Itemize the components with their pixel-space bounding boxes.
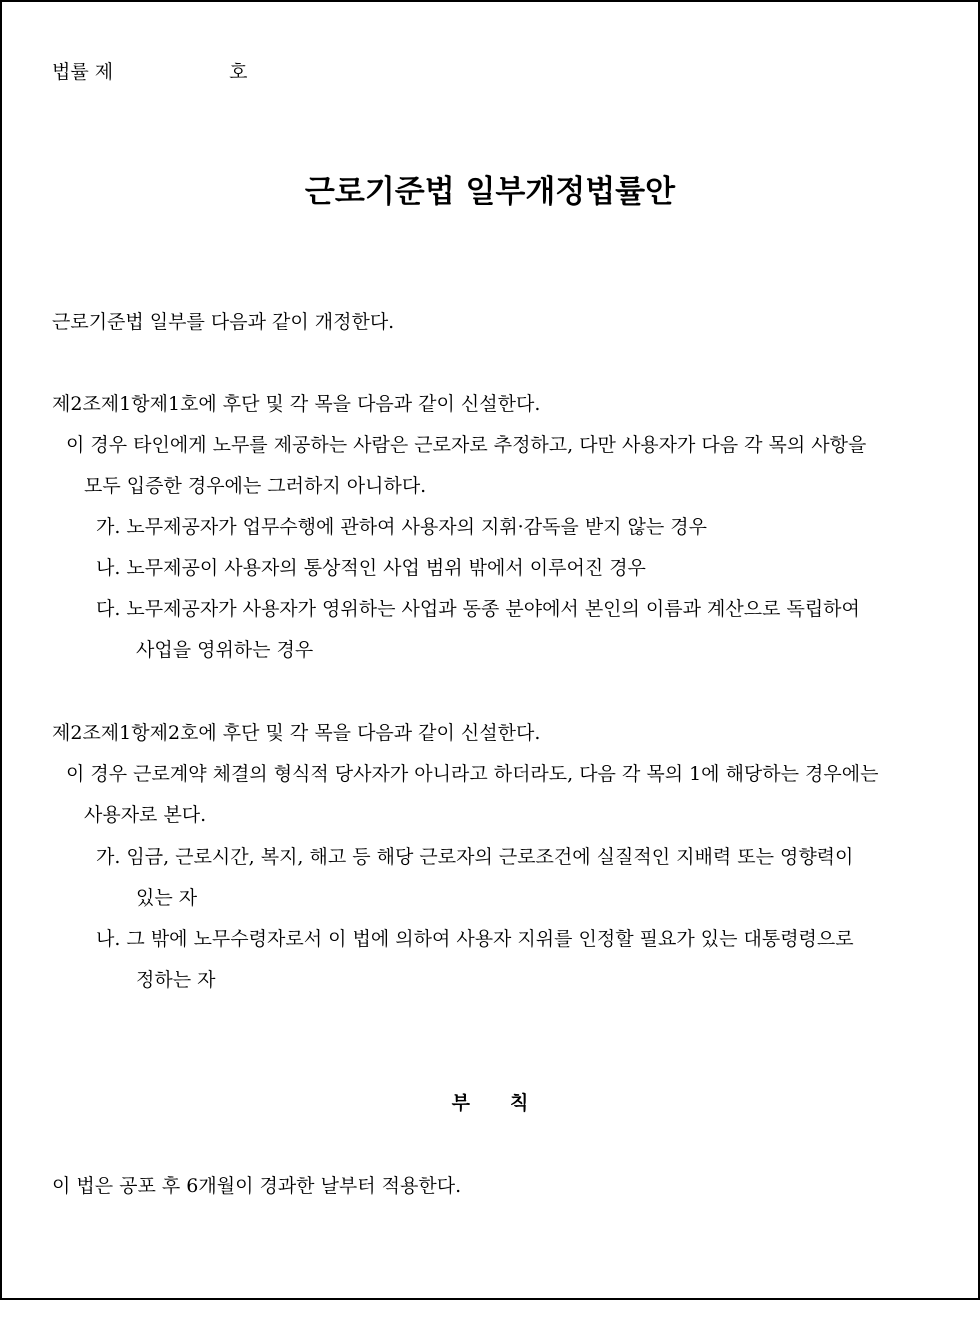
section2-item-na-cont: 정하는 자: [136, 969, 216, 991]
bill-number-prefix: 법률 제: [52, 61, 114, 83]
supplementary-heading: [2, 1091, 978, 1115]
section1-item-ga: 가. 노무제공자가 업무수행에 관하여 사용자의 지휘·감독을 받지 않는 경우: [96, 516, 708, 538]
section1-item-da-cont: 사업을 영위하는 경우: [136, 639, 314, 661]
intro-text: 근로기준법 일부를 다음과 같이 개정한다.: [52, 311, 395, 333]
supplementary-heading-2: 칙: [510, 1092, 529, 1114]
section1-item-da: 다. 노무제공자가 사용자가 영위하는 사업과 동종 분야에서 본인의 이름과 계산으로 독립하여: [96, 598, 860, 620]
document-title: 근로기준법 일부개정법률안: [304, 174, 676, 210]
section1-line2: 모두 입증한 경우에는 그러하지 아니하다.: [84, 475, 427, 497]
supplementary-text: 이 법은 공포 후 6개월이 경과한 날부터 적용한다.: [52, 1175, 462, 1197]
section2-item-ga-cont: 있는 자: [136, 887, 198, 909]
bill-number: [52, 60, 247, 84]
section2-item-na: 나. 그 밖에 노무수령자로서 이 법에 의하여 사용자 지위를 인정할 필요가 있는 대통령령으로: [96, 928, 854, 950]
supplementary-heading-1: 부: [451, 1092, 470, 1114]
section1-heading: 제2조제1항제1호에 후단 및 각 목을 다음과 같이 신설한다.: [52, 393, 541, 415]
section1-line1: 이 경우 타인에게 노무를 제공하는 사람은 근로자로 추정하고, 다만 사용자가 다음 각 목의 사항을: [66, 434, 867, 456]
section2-item-ga: 가. 임금, 근로시간, 복지, 해고 등 해당 근로자의 근로조건에 실질적인 지배력 또는 영향력이: [96, 846, 854, 868]
bill-number-suffix: 호: [229, 61, 248, 83]
section2-line2: 사용자로 본다.: [84, 804, 207, 826]
section2-heading: 제2조제1항제2호에 후단 및 각 목을 다음과 같이 신설한다.: [52, 722, 541, 744]
section2-line1: 이 경우 근로계약 체결의 형식적 당사자가 아니라고 하더라도, 다음 각 목의 1에 해당하는 경우에는: [66, 763, 879, 785]
section1-item-na: 나. 노무제공이 사용자의 통상적인 사업 범위 밖에서 이루어진 경우: [96, 557, 646, 579]
